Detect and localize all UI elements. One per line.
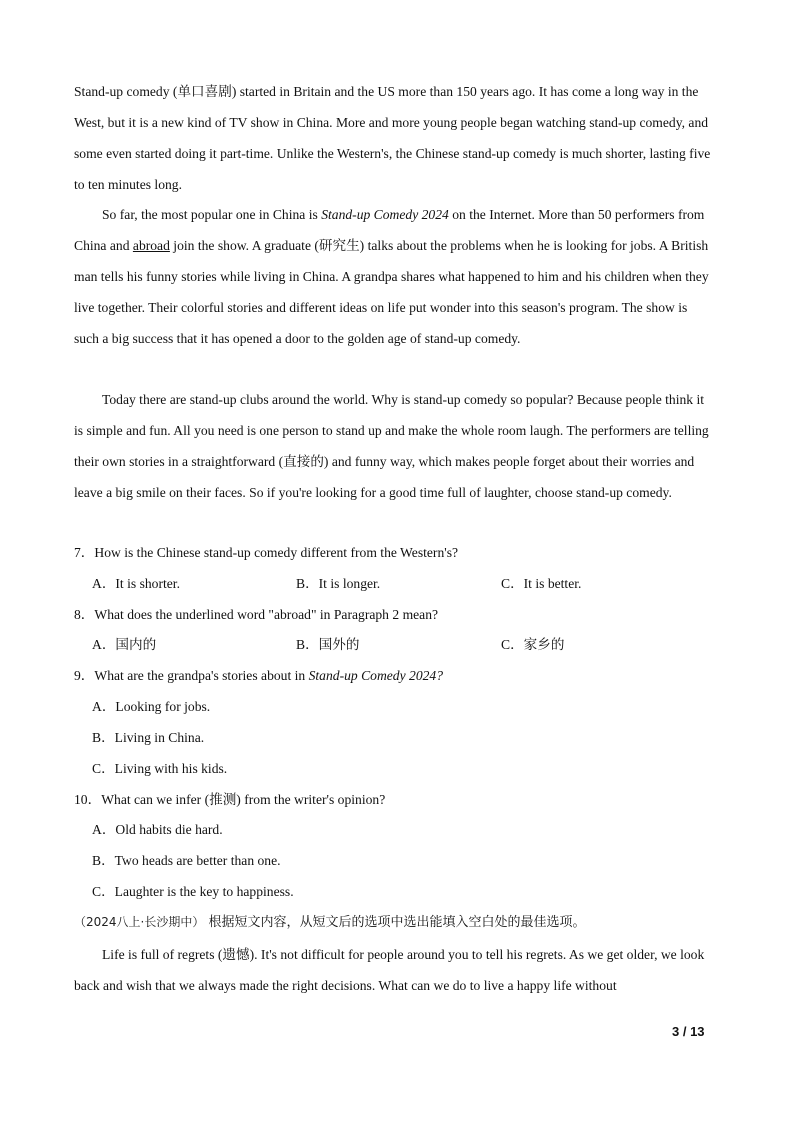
show-title: Stand-up Comedy 2024 — [321, 207, 449, 222]
p2-text-a: So far, the most popular one in China is — [102, 207, 322, 222]
question-number: 7． — [74, 545, 95, 560]
p2-text-c: join the show. A graduate (研究生) talks about the problems when he is looking for jobs. A British man tells his funny stories while living in China. A grandpa shares what happened to him and his children when they live together. Their colorful stories and different ideas on life put wonder into this season's program. The show is such a big success that it has opened a door to the golden age of stand-up comedy. — [74, 238, 709, 346]
q7-option-b[interactable]: B．It is longer. — [296, 576, 381, 591]
page-number: 3 / 13 — [672, 1024, 705, 1039]
q8-option-b[interactable]: B．国外的 — [296, 637, 360, 652]
q8-option-a[interactable]: A．国内的 — [92, 637, 157, 652]
section-heading — [74, 912, 586, 933]
p2-text-b: on the Internet. More than 50 performers from China and — [74, 207, 705, 253]
q9-option-c[interactable]: C．Living with his kids. — [92, 761, 228, 776]
next-passage-paragraph-1: Life is full of regrets (遗憾). It's not difficult for people around you to tell his regrets. As we get older, we look back and wish that we always made the right decisions. What can we do to live a happy life without — [74, 947, 705, 993]
question-show-title: Stand-up Comedy 2024? — [308, 668, 444, 683]
q9-option-a[interactable]: A．Looking for jobs. — [92, 699, 211, 714]
question-8 — [74, 605, 438, 625]
question-7 — [74, 543, 458, 563]
question-9 — [74, 666, 443, 686]
q7-option-a[interactable]: A．It is shorter. — [92, 576, 180, 591]
question-10 — [74, 790, 385, 810]
q10-option-c[interactable]: C．Laughter is the key to happiness. — [92, 884, 294, 899]
passage-paragraph-3: Today there are stand-up clubs around the world. Why is stand-up comedy so popular? Because people think it is simple and fun. All you need is one person to stand up and make the whole room laugh. The performers are telling their own stories in a straightforward (直接的) and funny way, which makes people forget about their worries and leave a big smile on their faces. So if you're looking for a good time full of laughter, choose stand-up comedy. — [74, 392, 709, 500]
q8-option-c[interactable]: C．家乡的 — [501, 637, 565, 652]
q7-option-c[interactable]: C．It is better. — [501, 576, 582, 591]
section-instruction: 根据短文内容，从短文后的选项中选出能填入空白处的最佳选项。 — [208, 915, 586, 930]
passage-paragraph-1: Stand-up comedy (单口喜剧) started in Britain and the US more than 150 years ago. It has come a long way in the West, but it is a new kind of TV show in China. More and more young people began watching stand-up comedy, and some even started doing it part-time. Unlike the Western's, the Chinese stand-up comedy is much shorter, lasting five to ten minutes long. — [74, 84, 711, 192]
question-text: What are the grandpa's stories about in — [94, 668, 309, 683]
q10-option-b[interactable]: B．Two heads are better than one. — [92, 853, 281, 868]
question-number: 9． — [74, 668, 95, 683]
question-number: 8． — [74, 607, 95, 622]
q9-option-b[interactable]: B．Living in China. — [92, 730, 205, 745]
question-text: How is the Chinese stand-up comedy different from the Western's? — [94, 545, 459, 560]
q10-option-a[interactable]: A．Old habits die hard. — [92, 822, 223, 837]
question-text: What can we infer (推测) from the writer's opinion? — [101, 792, 386, 807]
underlined-word-abroad: abroad — [132, 238, 170, 253]
question-text: What does the underlined word "abroad" in Paragraph 2 mean? — [94, 607, 439, 622]
question-number: 10． — [74, 792, 102, 807]
source-tag: （2024八上·长沙期中） — [74, 915, 205, 929]
passage-paragraph-2 — [74, 199, 714, 354]
